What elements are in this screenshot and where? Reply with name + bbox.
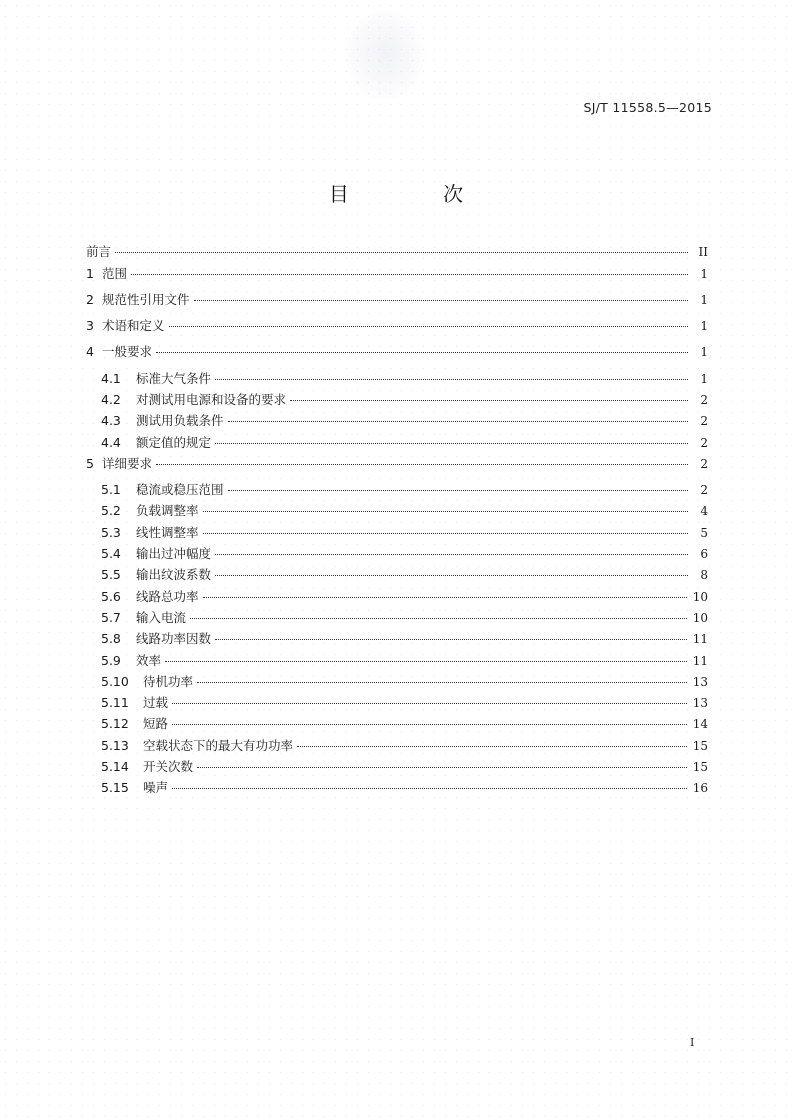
toc-entry-label: 术语和定义 [102,318,165,334]
toc-entry-number: 5.15 [101,780,129,796]
toc-entry-5-6[interactable] [86,587,708,608]
toc-entry-number: 4 [86,344,94,360]
toc-entry-1[interactable] [86,264,708,290]
toc-entry-number: 5.2 [101,503,121,519]
toc-entry-page: 1 [700,266,708,281]
toc-entry-number: 5.6 [101,588,121,604]
toc-entry-5-11[interactable] [86,693,708,714]
toc-entry-4-2[interactable] [86,390,708,411]
toc-entry-page: 2 [700,392,708,407]
toc-entry-page: 6 [700,547,708,562]
toc-entry-number: 5.1 [101,482,121,498]
toc-entry-page: 15 [692,760,708,775]
toc-entry-5[interactable] [86,454,708,480]
dot-leader [215,379,688,380]
dot-leader [297,746,687,747]
watermark-stamp [345,10,425,100]
toc-entry-page: 10 [692,610,708,625]
toc-title: 目 次 [328,182,508,206]
toc-entry-label: 测试用负载条件 [136,413,224,429]
toc-entry-page: 11 [692,653,708,668]
dot-leader [197,767,687,768]
toc-entry-4[interactable] [86,342,708,368]
toc-entry-number: 4.4 [101,434,121,450]
dot-leader [203,511,688,512]
toc-entry-label: 短路 [143,716,169,732]
toc-entry-5-12[interactable] [86,714,708,735]
dot-leader [169,326,688,327]
toc-entry-page: 4 [700,504,708,519]
toc-entry-page: 13 [692,696,708,711]
dot-leader [172,703,687,704]
toc-entry-4-4[interactable] [86,433,708,454]
toc-entry-number: 5.3 [101,524,121,540]
toc-entry-page: 2 [700,414,708,429]
toc-entry-5-14[interactable] [86,757,708,778]
toc-entry-label: 稳流或稳压范围 [136,482,224,498]
toc-entry-label: 范围 [102,265,128,281]
toc-entry-label: 一般要求 [102,344,153,360]
toc-entry-label: 待机功率 [143,673,194,689]
toc-entry-label: 线路总功率 [136,588,199,604]
toc-entry-label: 过载 [143,695,169,711]
toc-entry-label: 对测试用电源和设备的要求 [136,391,287,407]
toc-entry-label: 负载调整率 [136,503,199,519]
toc-entry-label: 开关次数 [143,759,194,775]
toc-entry-page: 13 [692,674,708,689]
toc-entry-number: 5.7 [101,609,121,625]
dot-leader [172,724,687,725]
toc-entry-4-1[interactable] [86,369,708,390]
toc-entry-page: II [698,245,708,259]
toc-entry-5-4[interactable] [86,544,708,565]
toc-entry-page: 2 [700,456,708,471]
toc-entry-number: 4.3 [101,413,121,429]
toc-entry-page: 16 [692,781,708,796]
dot-leader [172,788,687,789]
toc-entry-5-5[interactable] [86,565,708,586]
toc-entry-number: 2 [86,291,94,307]
dot-leader [228,421,688,422]
dot-leader [203,597,687,598]
toc-entry-5-3[interactable] [86,523,708,544]
toc-entry-label: 效率 [136,652,162,668]
dot-leader [197,682,687,683]
toc-entry-label: 详细要求 [102,455,153,471]
toc-entry-number: 4.2 [101,391,121,407]
toc-entry-5-8[interactable] [86,629,708,650]
page-number: I [690,1036,695,1049]
toc-entry-page: 1 [700,345,708,360]
toc-entry-label: 输出过冲幅度 [136,546,212,562]
toc-entry-number: 5.11 [101,695,129,711]
toc-entry-label: 输出纹波系数 [136,567,212,583]
dot-leader [290,400,688,401]
toc-entry-page: 10 [692,589,708,604]
toc-entry-page: 2 [700,483,708,498]
dot-leader [190,618,687,619]
toc-entry-number: 5.5 [101,567,121,583]
toc-entry-number: 5 [86,455,94,471]
toc-entry-number: 4.1 [101,370,121,386]
toc-entry-page: 5 [700,525,708,540]
toc-entry-5-13[interactable] [86,736,708,757]
toc-entry-page: 15 [692,738,708,753]
toc-entry-number: 3 [86,318,94,334]
toc-entry-label: 噪声 [143,780,169,796]
toc-entry-2[interactable] [86,290,708,316]
toc-entry-foreword[interactable] [86,242,708,264]
toc-entry-number: 5.4 [101,546,121,562]
dot-leader [215,575,688,576]
toc-entry-page: 8 [700,568,708,583]
toc-entry-label: 线路功率因数 [136,631,212,647]
dot-leader [115,252,688,253]
toc-entry-5-1[interactable] [86,480,708,501]
toc-entry-3[interactable] [86,316,708,342]
dot-leader [228,490,688,491]
toc-entry-5-2[interactable] [86,501,708,522]
standard-code: SJ/T 11558.5—2015 [583,100,712,115]
toc-entry-number: 5.8 [101,631,121,647]
dot-leader [215,639,687,640]
toc-entry-page: 1 [700,371,708,386]
toc-entry-number: 5.14 [101,759,129,775]
toc-entry-label: 空载状态下的最大有功功率 [143,737,294,753]
toc-entry-label: 额定值的规定 [136,434,212,450]
toc-entry-number: 5.13 [101,737,129,753]
toc-entry-number: 1 [86,265,94,281]
toc-entry-page: 14 [692,717,708,732]
toc-entry-5-10[interactable] [86,672,708,693]
toc-entry-number: 5.12 [101,716,129,732]
toc-entry-number: 5.10 [101,673,129,689]
dot-leader [156,352,688,353]
toc-entry-page: 2 [700,435,708,450]
toc-entry-page: 11 [692,632,708,647]
toc-entry-5-7[interactable] [86,608,708,629]
toc-entry-label: 前言 [86,244,112,259]
dot-leader [156,464,688,465]
dot-leader [203,533,688,534]
dot-leader [215,443,688,444]
toc-entry-page: 1 [700,319,708,334]
dot-leader [165,661,687,662]
toc-entry-5-9[interactable] [86,651,708,672]
toc-entry-5-15[interactable] [86,778,708,799]
toc-entry-4-3[interactable] [86,411,708,432]
table-of-contents [86,242,708,800]
toc-entry-label: 标准大气条件 [136,370,212,386]
dot-leader [215,554,688,555]
dot-leader [194,300,688,301]
toc-entry-number: 5.9 [101,652,121,668]
toc-entry-label: 规范性引用文件 [102,291,190,307]
dot-leader [131,274,688,275]
toc-entry-label: 线性调整率 [136,524,199,540]
toc-entry-label: 输入电流 [136,609,187,625]
toc-entry-page: 1 [700,292,708,307]
